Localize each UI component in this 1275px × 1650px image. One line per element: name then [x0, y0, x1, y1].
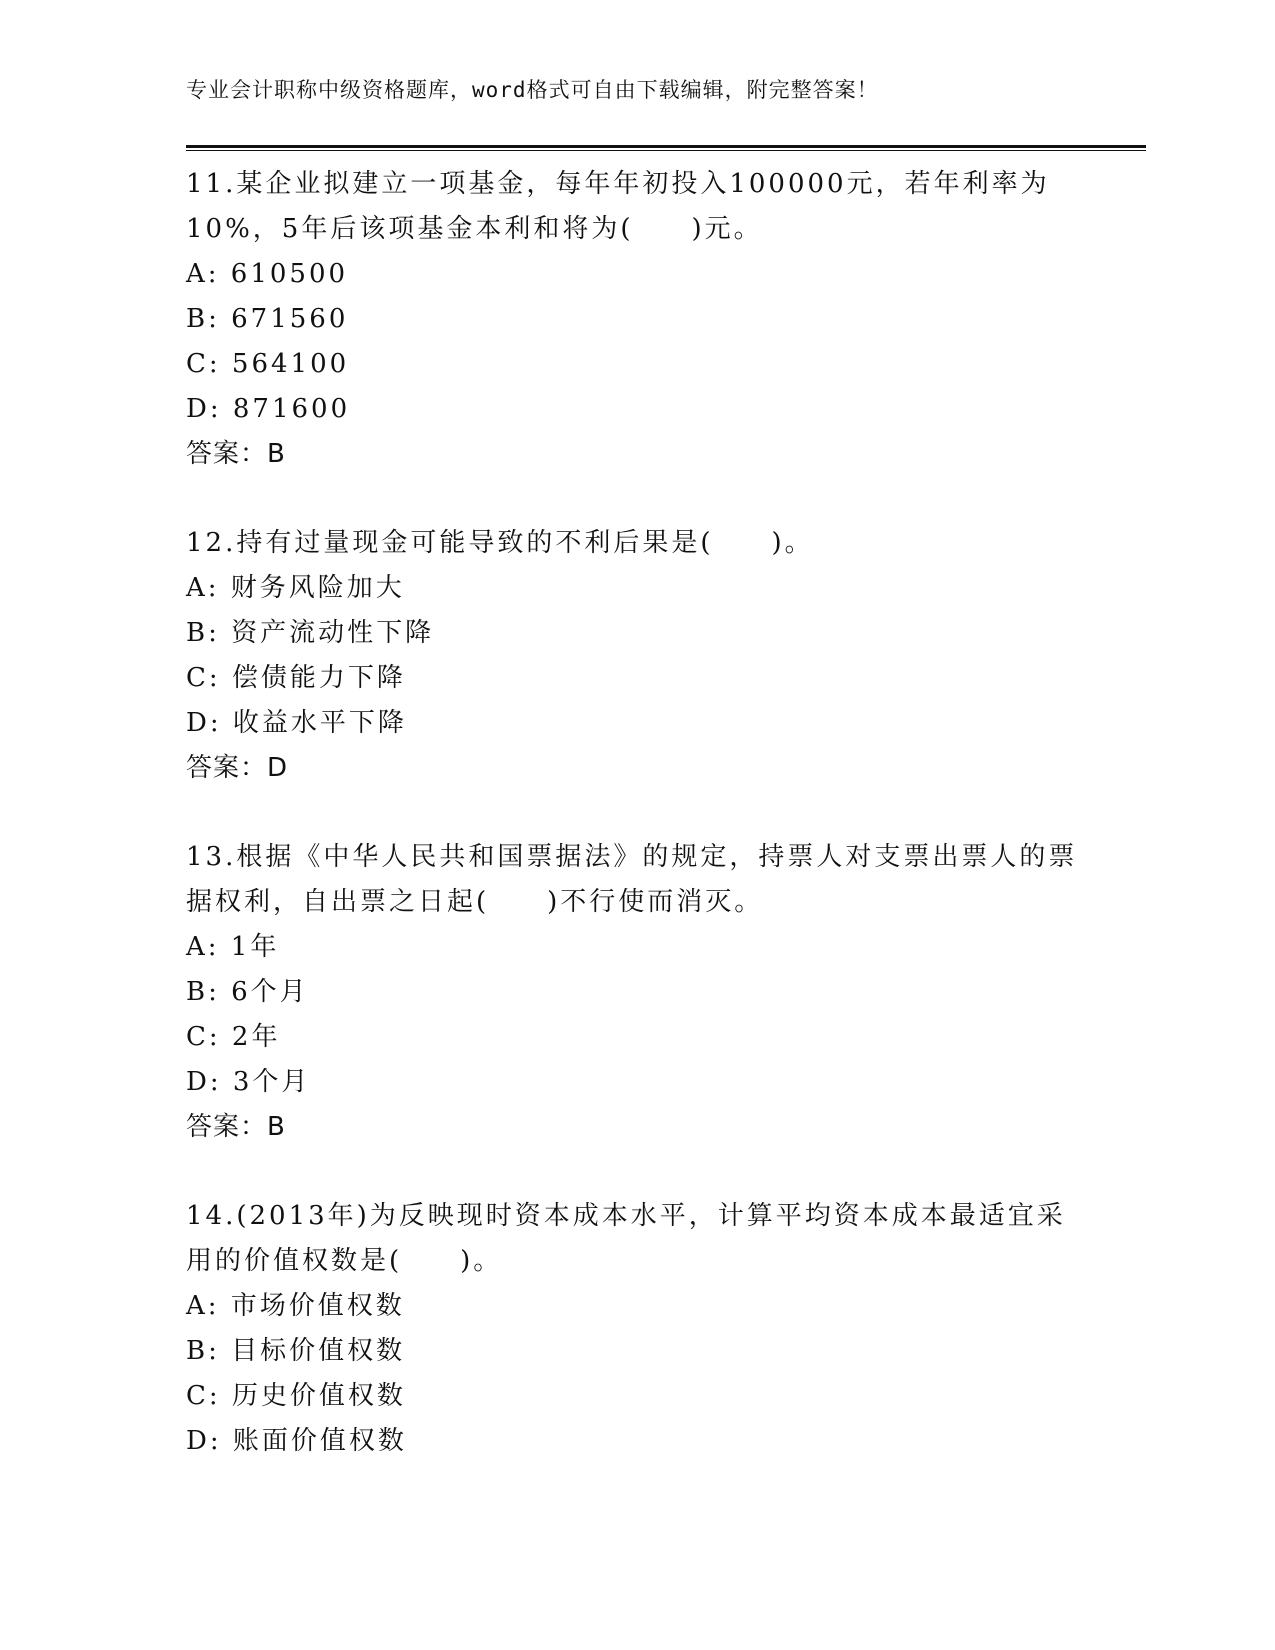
option-c: C: 2年 — [186, 1022, 281, 1052]
option-a: A: 1年 — [186, 932, 280, 962]
question-12 — [186, 521, 1086, 791]
option-c: C: 偿债能力下降 — [186, 663, 406, 693]
page-header: 专业会计职称中级资格题库，word格式可自由下载编辑，附完整答案！ — [186, 78, 879, 102]
option-c: C: 564100 — [186, 349, 350, 379]
option-d: D: 账面价值权数 — [186, 1426, 407, 1456]
option-b: B: 671560 — [186, 304, 349, 334]
question-stem: 12.持有过量现金可能导致的不利后果是( )。 — [186, 528, 814, 558]
option-a: A: 610500 — [186, 259, 349, 289]
option-b: B: 目标价值权数 — [186, 1336, 406, 1366]
option-a: A: 财务风险加大 — [186, 573, 405, 603]
answer: 答案：B — [186, 1112, 286, 1142]
question-13 — [186, 835, 1086, 1150]
answer: 答案：B — [186, 439, 286, 469]
option-d: D: 871600 — [186, 394, 351, 424]
option-c: C: 历史价值权数 — [186, 1381, 406, 1411]
option-b: B: 6个月 — [186, 977, 309, 1007]
answer: 答案：D — [186, 753, 289, 783]
option-d: D: 收益水平下降 — [186, 708, 407, 738]
option-d: D: 3个月 — [186, 1067, 311, 1097]
header-divider — [186, 145, 1146, 151]
question-stem: 13.根据《中华人民共和国票据法》的规定，持票人对支票出票人的票据权利，自出票之日起( )不行使而消灭。 — [186, 842, 1078, 917]
option-b: B: 资产流动性下降 — [186, 618, 435, 648]
question-list — [186, 162, 1086, 1508]
question-stem: 11.某企业拟建立一项基金，每年年初投入100000元，若年利率为10%，5年后该项基金本利和将为( )元。 — [186, 169, 1050, 244]
question-stem: 14.(2013年)为反映现时资本成本水平，计算平均资本成本最适宜采用的价值权数是( )。 — [186, 1201, 1066, 1276]
question-14 — [186, 1194, 1086, 1464]
question-11 — [186, 162, 1086, 477]
option-a: A: 市场价值权数 — [186, 1291, 405, 1321]
